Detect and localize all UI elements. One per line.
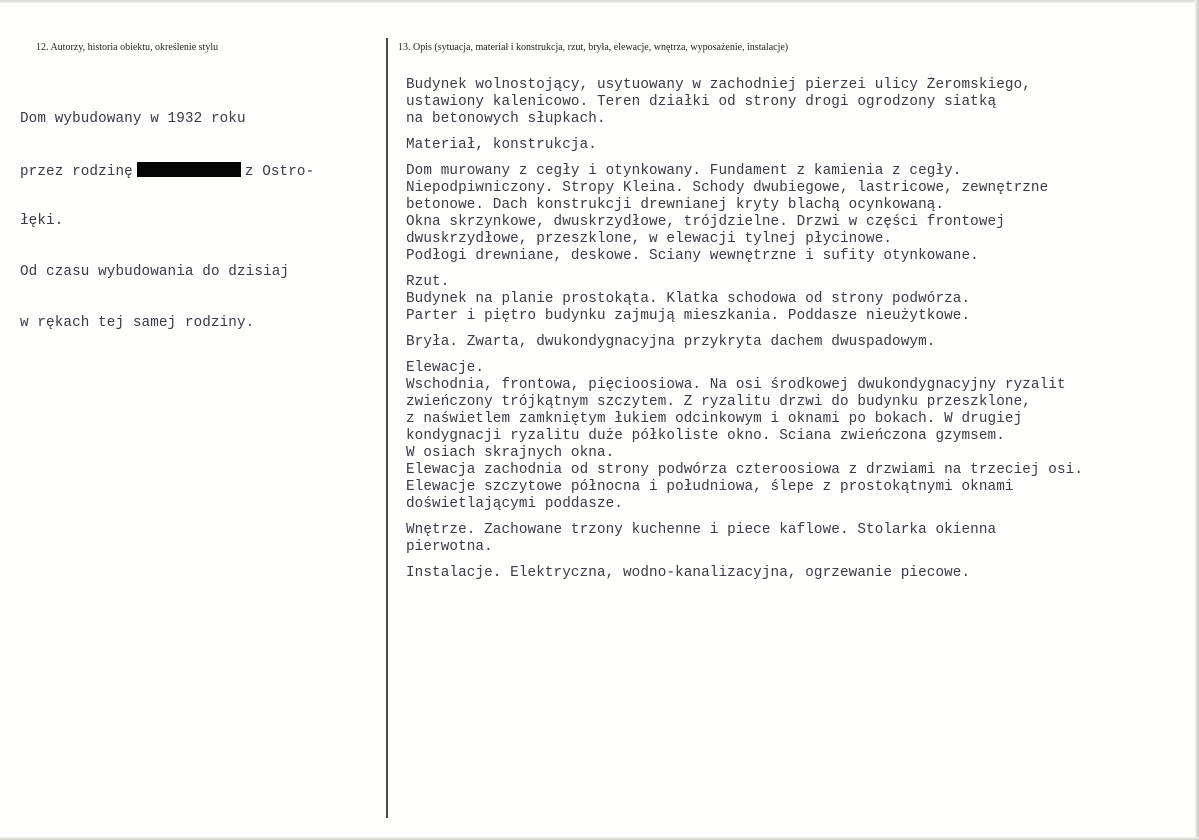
description-line: Elewacje. <box>406 360 485 376</box>
history-line: Od czasu wybudowania do dzisiaj <box>20 264 290 280</box>
history-line: łęki. <box>20 213 64 229</box>
description-line: Niepodpiwniczony. Stropy Kleina. Schody dwubiegowe, lastricowe, zewnętrzne <box>406 180 1049 196</box>
description-line: ustawiony kalenicowo. Teren działki od strony drogi ogrodzony siatką <box>406 94 997 110</box>
description-line: Wnętrze. Zachowane trzony kuchenne i piece kaflowe. Stolarka okienna <box>406 522 997 538</box>
description-paragraph <box>406 137 1196 154</box>
description-paragraph <box>406 522 1196 556</box>
description-paragraph <box>406 360 1196 513</box>
description-line: dwuskrzydłowe, przeszklone, w elewacji tylnej płycinowe. <box>406 231 893 247</box>
description-line: Podłogi drewniane, deskowe. Sciany wewnętrzne i sufity otynkowane. <box>406 248 979 264</box>
description-text <box>406 77 1196 591</box>
description-line: Rzut. <box>406 274 450 290</box>
description-line: Budynek na planie prostokąta. Klatka schodowa od strony podwórza. <box>406 291 971 307</box>
description-line: W osiach skrajnych okna. <box>406 445 615 461</box>
description-line: z naświetlem zamkniętym łukiem odcinkowym i oknami po bokach. W drugiej <box>406 411 1023 427</box>
description-paragraph <box>406 334 1196 351</box>
description-line: kondygnacji ryzalitu duże półkoliste okno. Sciana zwieńczona gzymsem. <box>406 428 1005 444</box>
description-line: na betonowych słupkach. <box>406 111 606 127</box>
history-line: w rękach tej samej rodziny. <box>20 315 255 331</box>
section-12-heading: 12. Autorzy, historia obiektu, określenie stylu <box>36 42 219 53</box>
description-line: doświetlającymi poddasze. <box>406 496 623 512</box>
history-text <box>20 77 314 366</box>
history-line-start: przez rodzinę <box>20 164 133 180</box>
column-divider <box>386 38 388 818</box>
description-line: Elewacja zachodnia od strony podwórza czteroosiowa z drzwiami na trzeciej osi. <box>406 462 1084 478</box>
description-line: Wschodnia, frontowa, pięcioosiowa. Na osi środkowej dwukondygnacyjny ryzalit <box>406 377 1066 393</box>
description-line: Bryła. Zwarta, dwukondygnacyjna przykryta dachem dwuspadowym. <box>406 334 936 350</box>
description-line: betonowe. Dach konstrukcji drewnianej kryty blachą ocynkowaną. <box>406 197 945 213</box>
history-line-end: z Ostro- <box>244 164 315 180</box>
description-line: pierwotna. <box>406 539 493 555</box>
description-paragraph <box>406 565 1196 582</box>
description-line: Okna skrzynkowe, dwuskrzydłowe, trójdzielne. Drzwi w części frontowej <box>406 214 1005 230</box>
description-paragraph <box>406 163 1196 265</box>
description-line: Parter i piętro budynku zajmują mieszkania. Poddasze nieużytkowe. <box>406 308 971 324</box>
redaction-bar <box>137 162 241 177</box>
description-line: zwieńczony trójkątnym szczytem. Z ryzalitu drzwi do budynku przeszklone, <box>406 394 1031 410</box>
description-paragraph <box>406 77 1196 128</box>
description-line: Budynek wolnostojący, usytuowany w zachodniej pierzei ulicy Żeromskiego, <box>406 77 1031 93</box>
description-paragraph <box>406 274 1196 325</box>
description-line: Elewacje szczytowe północna i południowa, ślepe z prostokątnymi oknami <box>406 479 1014 495</box>
history-line-with-redaction <box>20 162 314 179</box>
description-line: Instalacje. Elektryczna, wodno-kanalizacyjna, ogrzewanie piecowe. <box>406 565 971 581</box>
description-line: Materiał, konstrukcja. <box>406 137 597 153</box>
description-line: Dom murowany z cegły i otynkowany. Fundament z kamienia z cegły. <box>406 163 962 179</box>
history-line: Dom wybudowany w 1932 roku <box>20 111 246 127</box>
section-13-heading: 13. Opis (sytuacja, materiał i konstrukcja, rzut, bryła, elewacje, wnętrza, wyposażenie, instalacje) <box>398 42 789 53</box>
page-edge-top <box>0 0 1199 3</box>
